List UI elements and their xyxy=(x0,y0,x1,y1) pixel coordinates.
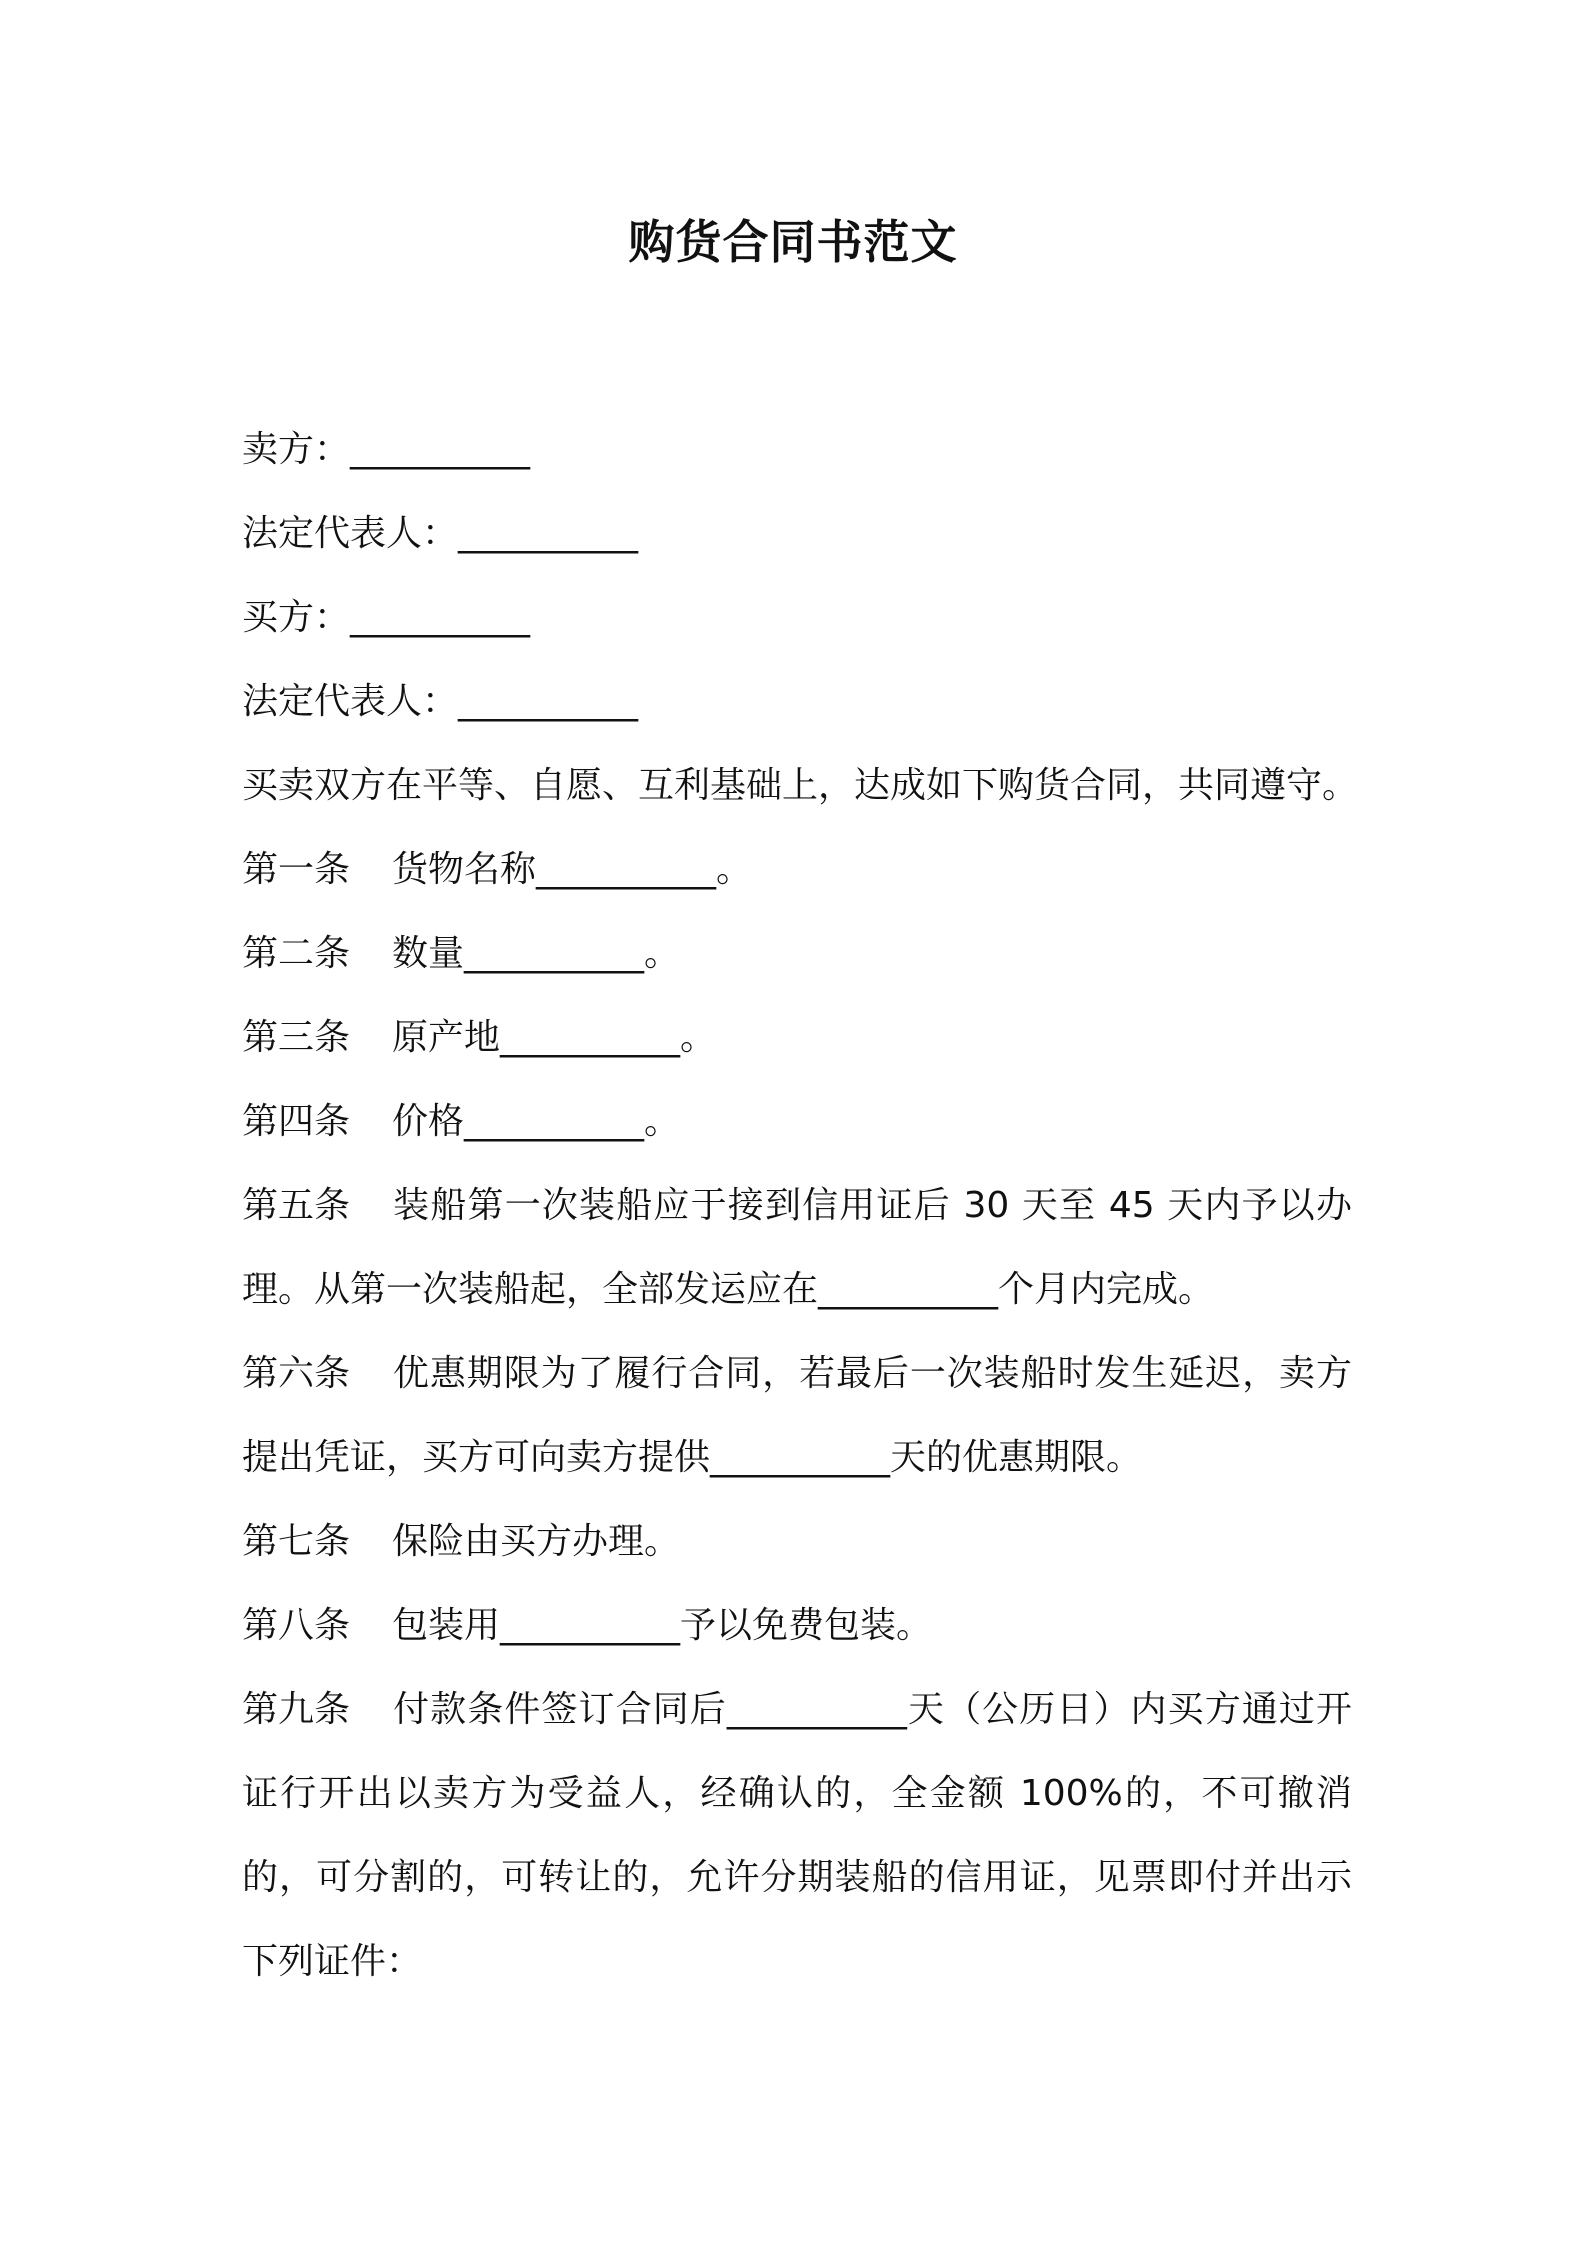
article-label: 第六条 xyxy=(242,1353,351,1394)
article-label: 第二条 xyxy=(242,933,351,974)
article-3 xyxy=(242,996,1352,1080)
buyer-representative-line: 法定代表人：__________ xyxy=(242,681,639,722)
article-9 xyxy=(242,1668,1352,2004)
document-body xyxy=(242,408,1359,2004)
article-text: 原产地__________。 xyxy=(392,1017,717,1058)
article-label: 第三条 xyxy=(242,1017,351,1058)
article-text: 优惠期限为了履行合同，若最后一次装船时发生延迟，卖方提出凭证，买方可向卖方提供__________天的优惠期限。 xyxy=(242,1353,1352,1478)
article-5 xyxy=(242,1164,1352,1332)
article-label: 第四条 xyxy=(242,1101,351,1142)
preamble: 买卖双方在平等、自愿、互利基础上，达成如下购货合同，共同遵守。 xyxy=(242,765,1359,806)
document-title: 购货合同书范文 xyxy=(628,215,958,269)
buyer-line: 买方：__________ xyxy=(242,597,531,638)
article-6 xyxy=(242,1332,1352,1500)
article-text: 包装用__________予以免费包装。 xyxy=(392,1605,933,1646)
article-label: 第一条 xyxy=(242,849,351,890)
article-label: 第八条 xyxy=(242,1605,351,1646)
article-text: 价格__________。 xyxy=(392,1101,681,1142)
article-text: 数量__________。 xyxy=(392,933,681,974)
article-7 xyxy=(242,1500,1352,1584)
article-label: 第九条 xyxy=(242,1689,351,1730)
article-text: 装船第一次装船应于接到信用证后 30 天至 45 天内予以办理。从第一次装船起，全部发运应在__________个月内完成。 xyxy=(242,1185,1352,1310)
article-text: 保险由买方办理。 xyxy=(392,1521,681,1562)
article-2 xyxy=(242,912,1352,996)
article-text: 货物名称__________。 xyxy=(392,849,753,890)
article-text: 付款条件签订合同后__________天（公历日）内买方通过开证行开出以卖方为受益人，经确认的，全金额 100%的，不可撤消的，可分割的，可转让的，允许分期装船的信用证，见票即付并出示下列证件： xyxy=(242,1689,1352,1982)
article-8 xyxy=(242,1584,1352,1668)
article-4 xyxy=(242,1080,1352,1164)
seller-line: 卖方：__________ xyxy=(242,429,531,470)
article-label: 第七条 xyxy=(242,1521,351,1562)
seller-representative-line: 法定代表人：__________ xyxy=(242,513,639,554)
article-1 xyxy=(242,828,1352,912)
article-label: 第五条 xyxy=(242,1185,351,1226)
